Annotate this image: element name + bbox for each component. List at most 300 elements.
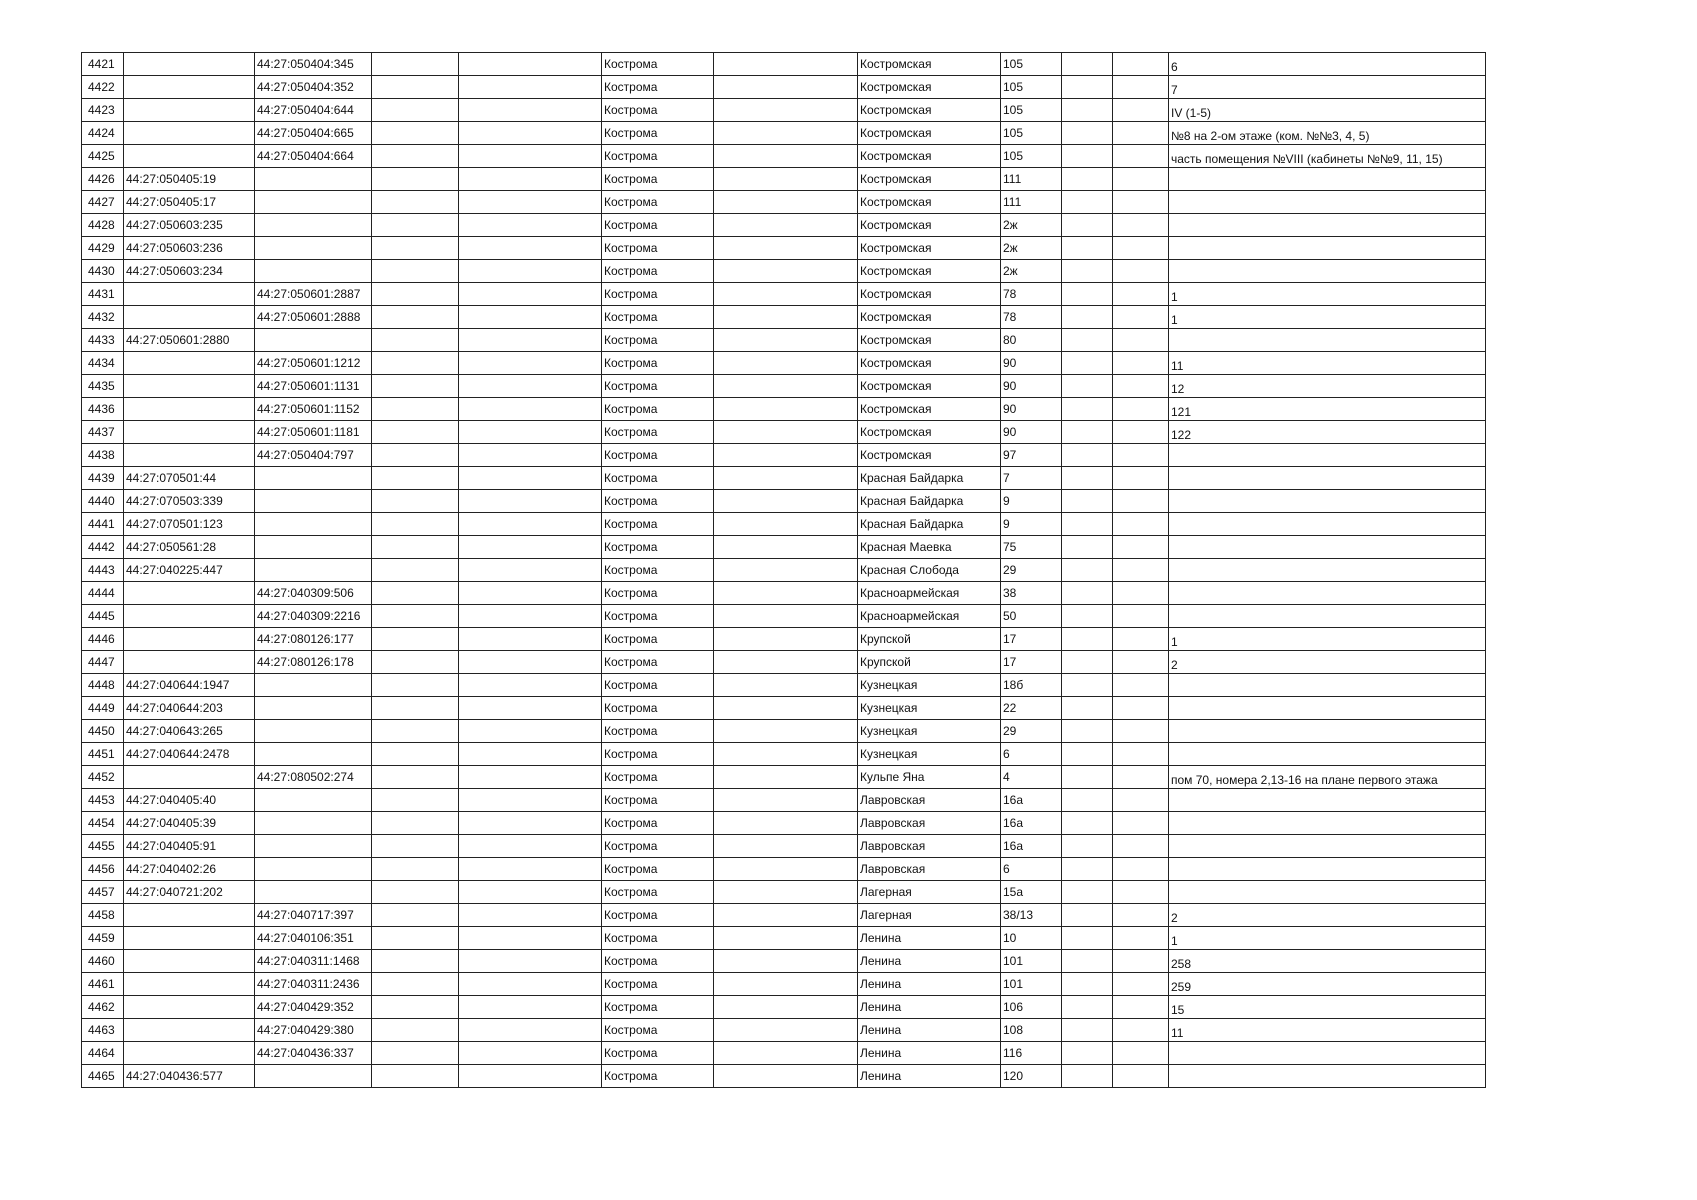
street-cell: Костромская — [858, 145, 1001, 168]
empty-cell — [372, 76, 459, 99]
house-number-cell: 6 — [1001, 858, 1062, 881]
street-cell: Костромская — [858, 214, 1001, 237]
premises-cadastral-number-cell: 44:27:040436:337 — [255, 1042, 372, 1065]
house-number-cell: 111 — [1001, 191, 1062, 214]
city-cell: Кострома — [602, 651, 714, 674]
house-number-cell: 105 — [1001, 99, 1062, 122]
empty-cell — [459, 329, 602, 352]
empty-cell — [1113, 352, 1169, 375]
house-number-cell: 50 — [1001, 605, 1062, 628]
house-number-cell: 75 — [1001, 536, 1062, 559]
premises-cadastral-number-cell: 44:27:050404:664 — [255, 145, 372, 168]
empty-cell — [372, 99, 459, 122]
city-cell: Кострома — [602, 582, 714, 605]
street-cell: Красноармейская — [858, 582, 1001, 605]
registry-table — [81, 52, 1486, 1088]
empty-cell — [1062, 720, 1113, 743]
table-row — [82, 76, 1486, 99]
table-row — [82, 490, 1486, 513]
row-number-cell: 4449 — [82, 697, 124, 720]
empty-cell — [1062, 329, 1113, 352]
premises-note-cell — [1169, 1042, 1486, 1065]
empty-cell — [1062, 1019, 1113, 1042]
table-row — [82, 122, 1486, 145]
empty-cell — [714, 973, 858, 996]
row-number-cell: 4430 — [82, 260, 124, 283]
empty-cell — [372, 835, 459, 858]
empty-cell — [1062, 145, 1113, 168]
land-cadastral-number-cell: 44:27:040644:203 — [124, 697, 255, 720]
table-row — [82, 858, 1486, 881]
premises-cadastral-number-cell: 44:27:040309:2216 — [255, 605, 372, 628]
table-row — [82, 674, 1486, 697]
empty-cell — [1113, 536, 1169, 559]
street-cell: Красная Маевка — [858, 536, 1001, 559]
empty-cell — [1113, 467, 1169, 490]
empty-cell — [714, 467, 858, 490]
table-row — [82, 145, 1486, 168]
empty-cell — [714, 674, 858, 697]
empty-cell — [372, 674, 459, 697]
land-cadastral-number-cell: 44:27:040643:265 — [124, 720, 255, 743]
city-cell: Кострома — [602, 398, 714, 421]
street-cell: Красноармейская — [858, 605, 1001, 628]
house-number-cell: 105 — [1001, 122, 1062, 145]
city-cell: Кострома — [602, 812, 714, 835]
empty-cell — [1062, 812, 1113, 835]
house-number-cell: 80 — [1001, 329, 1062, 352]
row-number-cell: 4431 — [82, 283, 124, 306]
empty-cell — [459, 996, 602, 1019]
city-cell: Кострома — [602, 329, 714, 352]
city-cell: Кострома — [602, 973, 714, 996]
empty-cell — [459, 1019, 602, 1042]
empty-cell — [372, 352, 459, 375]
street-cell: Костромская — [858, 421, 1001, 444]
empty-cell — [372, 375, 459, 398]
empty-cell — [1113, 697, 1169, 720]
land-cadastral-number-cell — [124, 375, 255, 398]
table-row — [82, 444, 1486, 467]
premises-note-cell — [1169, 605, 1486, 628]
premises-note-cell — [1169, 260, 1486, 283]
empty-cell — [1113, 99, 1169, 122]
street-cell: Лагерная — [858, 904, 1001, 927]
row-number-cell: 4451 — [82, 743, 124, 766]
empty-cell — [372, 490, 459, 513]
premises-note-cell — [1169, 858, 1486, 881]
empty-cell — [1113, 375, 1169, 398]
empty-cell — [714, 283, 858, 306]
land-cadastral-number-cell: 44:27:050561:28 — [124, 536, 255, 559]
city-cell: Кострома — [602, 191, 714, 214]
land-cadastral-number-cell — [124, 1042, 255, 1065]
empty-cell — [1062, 950, 1113, 973]
row-number-cell: 4436 — [82, 398, 124, 421]
house-number-cell: 120 — [1001, 1065, 1062, 1088]
premises-cadastral-number-cell — [255, 168, 372, 191]
house-number-cell: 17 — [1001, 651, 1062, 674]
empty-cell — [459, 973, 602, 996]
row-number-cell: 4433 — [82, 329, 124, 352]
premises-note-cell: 7 — [1169, 76, 1486, 99]
empty-cell — [1113, 76, 1169, 99]
city-cell: Кострома — [602, 536, 714, 559]
premises-cadastral-number-cell: 44:27:040429:352 — [255, 996, 372, 1019]
table-row — [82, 628, 1486, 651]
empty-cell — [372, 1042, 459, 1065]
table-row — [82, 467, 1486, 490]
empty-cell — [372, 260, 459, 283]
house-number-cell: 105 — [1001, 145, 1062, 168]
land-cadastral-number-cell — [124, 53, 255, 76]
empty-cell — [1062, 789, 1113, 812]
city-cell: Кострома — [602, 352, 714, 375]
street-cell: Красная Байдарка — [858, 490, 1001, 513]
street-cell: Ленина — [858, 973, 1001, 996]
row-number-cell: 4448 — [82, 674, 124, 697]
row-number-cell: 4423 — [82, 99, 124, 122]
empty-cell — [714, 720, 858, 743]
empty-cell — [459, 789, 602, 812]
table-row — [82, 651, 1486, 674]
empty-cell — [372, 53, 459, 76]
row-number-cell: 4464 — [82, 1042, 124, 1065]
empty-cell — [1113, 766, 1169, 789]
empty-cell — [1062, 973, 1113, 996]
street-cell: Костромская — [858, 53, 1001, 76]
empty-cell — [714, 950, 858, 973]
table-row — [82, 835, 1486, 858]
land-cadastral-number-cell — [124, 904, 255, 927]
street-cell: Красная Байдарка — [858, 467, 1001, 490]
empty-cell — [1062, 513, 1113, 536]
empty-cell — [459, 191, 602, 214]
empty-cell — [1062, 996, 1113, 1019]
empty-cell — [714, 513, 858, 536]
city-cell: Кострома — [602, 76, 714, 99]
table-row — [82, 605, 1486, 628]
empty-cell — [714, 352, 858, 375]
empty-cell — [1062, 99, 1113, 122]
empty-cell — [459, 582, 602, 605]
street-cell: Лавровская — [858, 789, 1001, 812]
land-cadastral-number-cell: 44:27:040644:2478 — [124, 743, 255, 766]
street-cell: Костромская — [858, 76, 1001, 99]
land-cadastral-number-cell: 44:27:070501:44 — [124, 467, 255, 490]
empty-cell — [459, 835, 602, 858]
land-cadastral-number-cell: 44:27:050405:17 — [124, 191, 255, 214]
premises-cadastral-number-cell — [255, 835, 372, 858]
row-number-cell: 4426 — [82, 168, 124, 191]
row-number-cell: 4427 — [82, 191, 124, 214]
premises-note-cell — [1169, 329, 1486, 352]
premises-cadastral-number-cell: 44:27:050404:352 — [255, 76, 372, 99]
row-number-cell: 4422 — [82, 76, 124, 99]
empty-cell — [459, 605, 602, 628]
empty-cell — [459, 444, 602, 467]
empty-cell — [459, 145, 602, 168]
table-row — [82, 697, 1486, 720]
empty-cell — [372, 536, 459, 559]
empty-cell — [1113, 789, 1169, 812]
empty-cell — [372, 927, 459, 950]
empty-cell — [459, 881, 602, 904]
house-number-cell: 90 — [1001, 352, 1062, 375]
row-number-cell: 4453 — [82, 789, 124, 812]
city-cell: Кострома — [602, 858, 714, 881]
land-cadastral-number-cell — [124, 283, 255, 306]
empty-cell — [372, 421, 459, 444]
empty-cell — [714, 766, 858, 789]
row-number-cell: 4463 — [82, 1019, 124, 1042]
premises-cadastral-number-cell: 44:27:040311:1468 — [255, 950, 372, 973]
table-row — [82, 720, 1486, 743]
empty-cell — [1113, 950, 1169, 973]
empty-cell — [714, 1042, 858, 1065]
empty-cell — [1113, 329, 1169, 352]
land-cadastral-number-cell — [124, 398, 255, 421]
street-cell: Кульпе Яна — [858, 766, 1001, 789]
empty-cell — [1062, 881, 1113, 904]
row-number-cell: 4458 — [82, 904, 124, 927]
land-cadastral-number-cell — [124, 421, 255, 444]
premises-note-cell: IV (1-5) — [1169, 99, 1486, 122]
empty-cell — [1062, 76, 1113, 99]
empty-cell — [372, 122, 459, 145]
premises-note-cell: часть помещения №VIII (кабинеты №№9, 11, 15) — [1169, 145, 1486, 168]
empty-cell — [459, 559, 602, 582]
empty-cell — [459, 1042, 602, 1065]
premises-note-cell — [1169, 789, 1486, 812]
empty-cell — [1062, 283, 1113, 306]
premises-cadastral-number-cell: 44:27:050404:797 — [255, 444, 372, 467]
empty-cell — [714, 743, 858, 766]
house-number-cell: 9 — [1001, 513, 1062, 536]
premises-note-cell — [1169, 582, 1486, 605]
land-cadastral-number-cell: 44:27:050603:234 — [124, 260, 255, 283]
street-cell: Крупской — [858, 628, 1001, 651]
empty-cell — [372, 559, 459, 582]
empty-cell — [372, 743, 459, 766]
table-row — [82, 559, 1486, 582]
table-row — [82, 950, 1486, 973]
premises-note-cell: 1 — [1169, 628, 1486, 651]
empty-cell — [372, 950, 459, 973]
row-number-cell: 4437 — [82, 421, 124, 444]
empty-cell — [1113, 904, 1169, 927]
house-number-cell: 116 — [1001, 1042, 1062, 1065]
house-number-cell: 18б — [1001, 674, 1062, 697]
empty-cell — [714, 306, 858, 329]
land-cadastral-number-cell — [124, 1019, 255, 1042]
premises-note-cell — [1169, 720, 1486, 743]
empty-cell — [459, 260, 602, 283]
table-row — [82, 996, 1486, 1019]
house-number-cell: 10 — [1001, 927, 1062, 950]
row-number-cell: 4428 — [82, 214, 124, 237]
premises-note-cell — [1169, 812, 1486, 835]
empty-cell — [1113, 421, 1169, 444]
land-cadastral-number-cell — [124, 950, 255, 973]
empty-cell — [714, 145, 858, 168]
premises-note-cell: 122 — [1169, 421, 1486, 444]
empty-cell — [372, 582, 459, 605]
row-number-cell: 4447 — [82, 651, 124, 674]
empty-cell — [372, 697, 459, 720]
empty-cell — [714, 260, 858, 283]
house-number-cell: 2ж — [1001, 237, 1062, 260]
land-cadastral-number-cell: 44:27:040436:577 — [124, 1065, 255, 1088]
table-row — [82, 973, 1486, 996]
street-cell: Кузнецкая — [858, 674, 1001, 697]
empty-cell — [714, 122, 858, 145]
land-cadastral-number-cell — [124, 122, 255, 145]
empty-cell — [372, 789, 459, 812]
empty-cell — [1062, 490, 1113, 513]
row-number-cell: 4461 — [82, 973, 124, 996]
premises-cadastral-number-cell: 44:27:050404:665 — [255, 122, 372, 145]
row-number-cell: 4457 — [82, 881, 124, 904]
land-cadastral-number-cell: 44:27:040721:202 — [124, 881, 255, 904]
empty-cell — [714, 53, 858, 76]
house-number-cell: 90 — [1001, 375, 1062, 398]
row-number-cell: 4421 — [82, 53, 124, 76]
city-cell: Кострома — [602, 720, 714, 743]
street-cell: Лавровская — [858, 858, 1001, 881]
land-cadastral-number-cell: 44:27:040405:40 — [124, 789, 255, 812]
house-number-cell: 90 — [1001, 398, 1062, 421]
empty-cell — [1113, 973, 1169, 996]
empty-cell — [1062, 927, 1113, 950]
land-cadastral-number-cell: 44:27:070501:123 — [124, 513, 255, 536]
city-cell: Кострома — [602, 1019, 714, 1042]
table-row — [82, 398, 1486, 421]
empty-cell — [714, 858, 858, 881]
empty-cell — [1062, 743, 1113, 766]
street-cell: Костромская — [858, 99, 1001, 122]
city-cell: Кострома — [602, 260, 714, 283]
empty-cell — [1062, 53, 1113, 76]
empty-cell — [1062, 306, 1113, 329]
empty-cell — [459, 283, 602, 306]
house-number-cell: 38/13 — [1001, 904, 1062, 927]
premises-cadastral-number-cell: 44:27:040309:506 — [255, 582, 372, 605]
street-cell: Костромская — [858, 444, 1001, 467]
street-cell: Красная Байдарка — [858, 513, 1001, 536]
street-cell: Костромская — [858, 168, 1001, 191]
house-number-cell: 29 — [1001, 559, 1062, 582]
land-cadastral-number-cell — [124, 444, 255, 467]
table-row — [82, 421, 1486, 444]
premises-cadastral-number-cell: 44:27:050601:2887 — [255, 283, 372, 306]
premises-note-cell — [1169, 168, 1486, 191]
land-cadastral-number-cell — [124, 927, 255, 950]
row-number-cell: 4454 — [82, 812, 124, 835]
empty-cell — [372, 467, 459, 490]
empty-cell — [372, 444, 459, 467]
premises-cadastral-number-cell — [255, 881, 372, 904]
empty-cell — [714, 444, 858, 467]
street-cell: Лавровская — [858, 812, 1001, 835]
empty-cell — [459, 352, 602, 375]
row-number-cell: 4434 — [82, 352, 124, 375]
empty-cell — [459, 76, 602, 99]
empty-cell — [372, 237, 459, 260]
house-number-cell: 108 — [1001, 1019, 1062, 1042]
table-row — [82, 329, 1486, 352]
empty-cell — [1062, 1042, 1113, 1065]
empty-cell — [459, 628, 602, 651]
house-number-cell: 9 — [1001, 490, 1062, 513]
street-cell: Ленина — [858, 1019, 1001, 1042]
premises-note-cell — [1169, 743, 1486, 766]
empty-cell — [714, 881, 858, 904]
empty-cell — [1113, 720, 1169, 743]
land-cadastral-number-cell: 44:27:050603:235 — [124, 214, 255, 237]
empty-cell — [1062, 237, 1113, 260]
empty-cell — [1113, 260, 1169, 283]
empty-cell — [372, 306, 459, 329]
premises-cadastral-number-cell: 44:27:080126:177 — [255, 628, 372, 651]
table-row — [82, 881, 1486, 904]
premises-note-cell: 2 — [1169, 904, 1486, 927]
city-cell: Кострома — [602, 168, 714, 191]
empty-cell — [714, 559, 858, 582]
table-row — [82, 904, 1486, 927]
premises-cadastral-number-cell — [255, 789, 372, 812]
city-cell: Кострома — [602, 559, 714, 582]
premises-cadastral-number-cell — [255, 467, 372, 490]
empty-cell — [714, 536, 858, 559]
city-cell: Кострома — [602, 628, 714, 651]
row-number-cell: 4446 — [82, 628, 124, 651]
city-cell: Кострома — [602, 122, 714, 145]
empty-cell — [459, 122, 602, 145]
city-cell: Кострома — [602, 1042, 714, 1065]
premises-note-cell — [1169, 1065, 1486, 1088]
house-number-cell: 106 — [1001, 996, 1062, 1019]
street-cell: Кузнецкая — [858, 720, 1001, 743]
city-cell: Кострома — [602, 99, 714, 122]
street-cell: Костромская — [858, 237, 1001, 260]
street-cell: Кузнецкая — [858, 743, 1001, 766]
empty-cell — [459, 812, 602, 835]
empty-cell — [714, 214, 858, 237]
city-cell: Кострома — [602, 375, 714, 398]
city-cell: Кострома — [602, 835, 714, 858]
table-row — [82, 1019, 1486, 1042]
house-number-cell: 16а — [1001, 789, 1062, 812]
empty-cell — [1113, 513, 1169, 536]
land-cadastral-number-cell — [124, 766, 255, 789]
premises-note-cell — [1169, 490, 1486, 513]
empty-cell — [372, 398, 459, 421]
empty-cell — [1062, 352, 1113, 375]
empty-cell — [1062, 766, 1113, 789]
empty-cell — [1062, 582, 1113, 605]
premises-cadastral-number-cell — [255, 559, 372, 582]
empty-cell — [1113, 628, 1169, 651]
empty-cell — [714, 697, 858, 720]
empty-cell — [1062, 191, 1113, 214]
street-cell: Ленина — [858, 927, 1001, 950]
premises-cadastral-number-cell: 44:27:040311:2436 — [255, 973, 372, 996]
empty-cell — [372, 858, 459, 881]
street-cell: Крупской — [858, 651, 1001, 674]
empty-cell — [714, 582, 858, 605]
row-number-cell: 4441 — [82, 513, 124, 536]
